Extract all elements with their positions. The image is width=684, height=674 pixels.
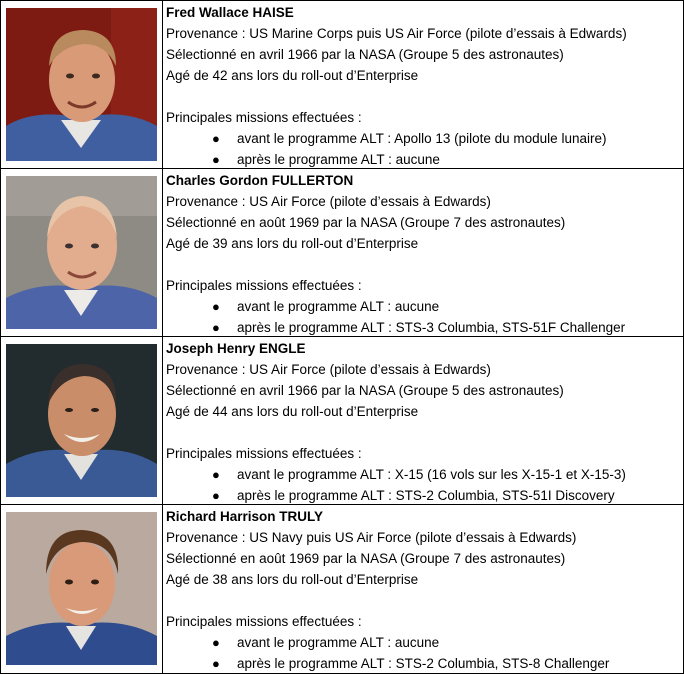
selection-text: Sélectionné en août 1969 par la NASA (Groupe 7 des astronautes) xyxy=(166,215,566,230)
bullet-icon: ● xyxy=(212,467,220,482)
missions-list xyxy=(166,128,679,170)
astronaut-row xyxy=(0,336,684,504)
spacer xyxy=(166,254,679,275)
missions-list xyxy=(166,632,679,674)
missions-title: Principales missions effectuées : xyxy=(166,446,362,461)
age-text: Agé de 39 ans lors du roll-out d’Enterprise xyxy=(166,236,419,251)
missions-list xyxy=(166,464,679,506)
bullet-icon: ● xyxy=(212,320,220,335)
bullet-icon: ● xyxy=(212,131,220,146)
selection-text: Sélectionné en avril 1966 par la NASA (Groupe 5 des astronautes) xyxy=(166,383,564,398)
bullet-icon: ● xyxy=(212,152,220,167)
mission-after-alt: ● après le programme ALT : STS-3 Columbia, STS-51F Challenger xyxy=(166,317,679,338)
astronaut-row xyxy=(0,504,684,674)
mission-after-alt: ● après le programme ALT : STS-2 Columbia, STS-8 Challenger xyxy=(166,653,679,674)
astronaut-name: Fred Wallace HAISE xyxy=(166,5,294,20)
astronaut-name: Joseph Henry ENGLE xyxy=(166,341,306,356)
mission-before-alt: ● avant le programme ALT : aucune xyxy=(166,632,679,653)
astronaut-name: Charles Gordon FULLERTON xyxy=(166,173,354,188)
astronaut-portrait xyxy=(6,8,157,161)
astronaut-row xyxy=(0,168,684,336)
bullet-icon: ● xyxy=(212,656,220,671)
photo-cell xyxy=(1,505,163,673)
provenance-text: Provenance : US Navy puis US Air Force (pilote d’essais à Edwards) xyxy=(166,530,577,545)
bullet-icon: ● xyxy=(212,488,220,503)
spacer xyxy=(166,422,679,443)
mission-before-alt: ● avant le programme ALT : Apollo 13 (pilote du module lunaire) xyxy=(166,128,679,149)
selection-text: Sélectionné en avril 1966 par la NASA (Groupe 5 des astronautes) xyxy=(166,47,564,62)
photo-cell xyxy=(1,1,163,168)
missions-list xyxy=(166,296,679,338)
spacer xyxy=(166,86,679,107)
age-text: Agé de 44 ans lors du roll-out d’Enterprise xyxy=(166,404,419,419)
missions-title: Principales missions effectuées : xyxy=(166,278,362,293)
astronaut-name: Richard Harrison TRULY xyxy=(166,509,324,524)
bullet-icon: ● xyxy=(212,299,220,314)
provenance-text: Provenance : US Marine Corps puis US Air Force (pilote d’essais à Edwards) xyxy=(166,26,627,41)
mission-after-alt: ● après le programme ALT : aucune xyxy=(166,149,679,170)
mission-after-alt: ● après le programme ALT : STS-2 Columbia, STS-51I Discovery xyxy=(166,485,679,506)
mission-before-alt: ● avant le programme ALT : X-15 (16 vols sur les X-15-1 et X-15-3) xyxy=(166,464,679,485)
spacer xyxy=(166,590,679,611)
age-text: Agé de 42 ans lors du roll-out d’Enterprise xyxy=(166,68,419,83)
astronaut-row xyxy=(0,0,684,168)
mission-before-alt: ● avant le programme ALT : aucune xyxy=(166,296,679,317)
bullet-icon: ● xyxy=(212,635,220,650)
age-text: Agé de 38 ans lors du roll-out d’Enterprise xyxy=(166,572,419,587)
missions-title: Principales missions effectuées : xyxy=(166,110,362,125)
photo-cell xyxy=(1,337,163,504)
astronaut-info xyxy=(166,2,679,170)
astronaut-portrait xyxy=(6,344,157,497)
photo-cell xyxy=(1,169,163,336)
astronaut-info xyxy=(166,338,679,506)
provenance-text: Provenance : US Air Force (pilote d’essais à Edwards) xyxy=(166,194,491,209)
astronaut-info xyxy=(166,170,679,338)
astronaut-info xyxy=(166,506,679,674)
astronaut-portrait xyxy=(6,512,157,665)
provenance-text: Provenance : US Air Force (pilote d’essais à Edwards) xyxy=(166,362,491,377)
selection-text: Sélectionné en août 1969 par la NASA (Groupe 7 des astronautes) xyxy=(166,551,566,566)
astronaut-portrait xyxy=(6,176,157,329)
missions-title: Principales missions effectuées : xyxy=(166,614,362,629)
